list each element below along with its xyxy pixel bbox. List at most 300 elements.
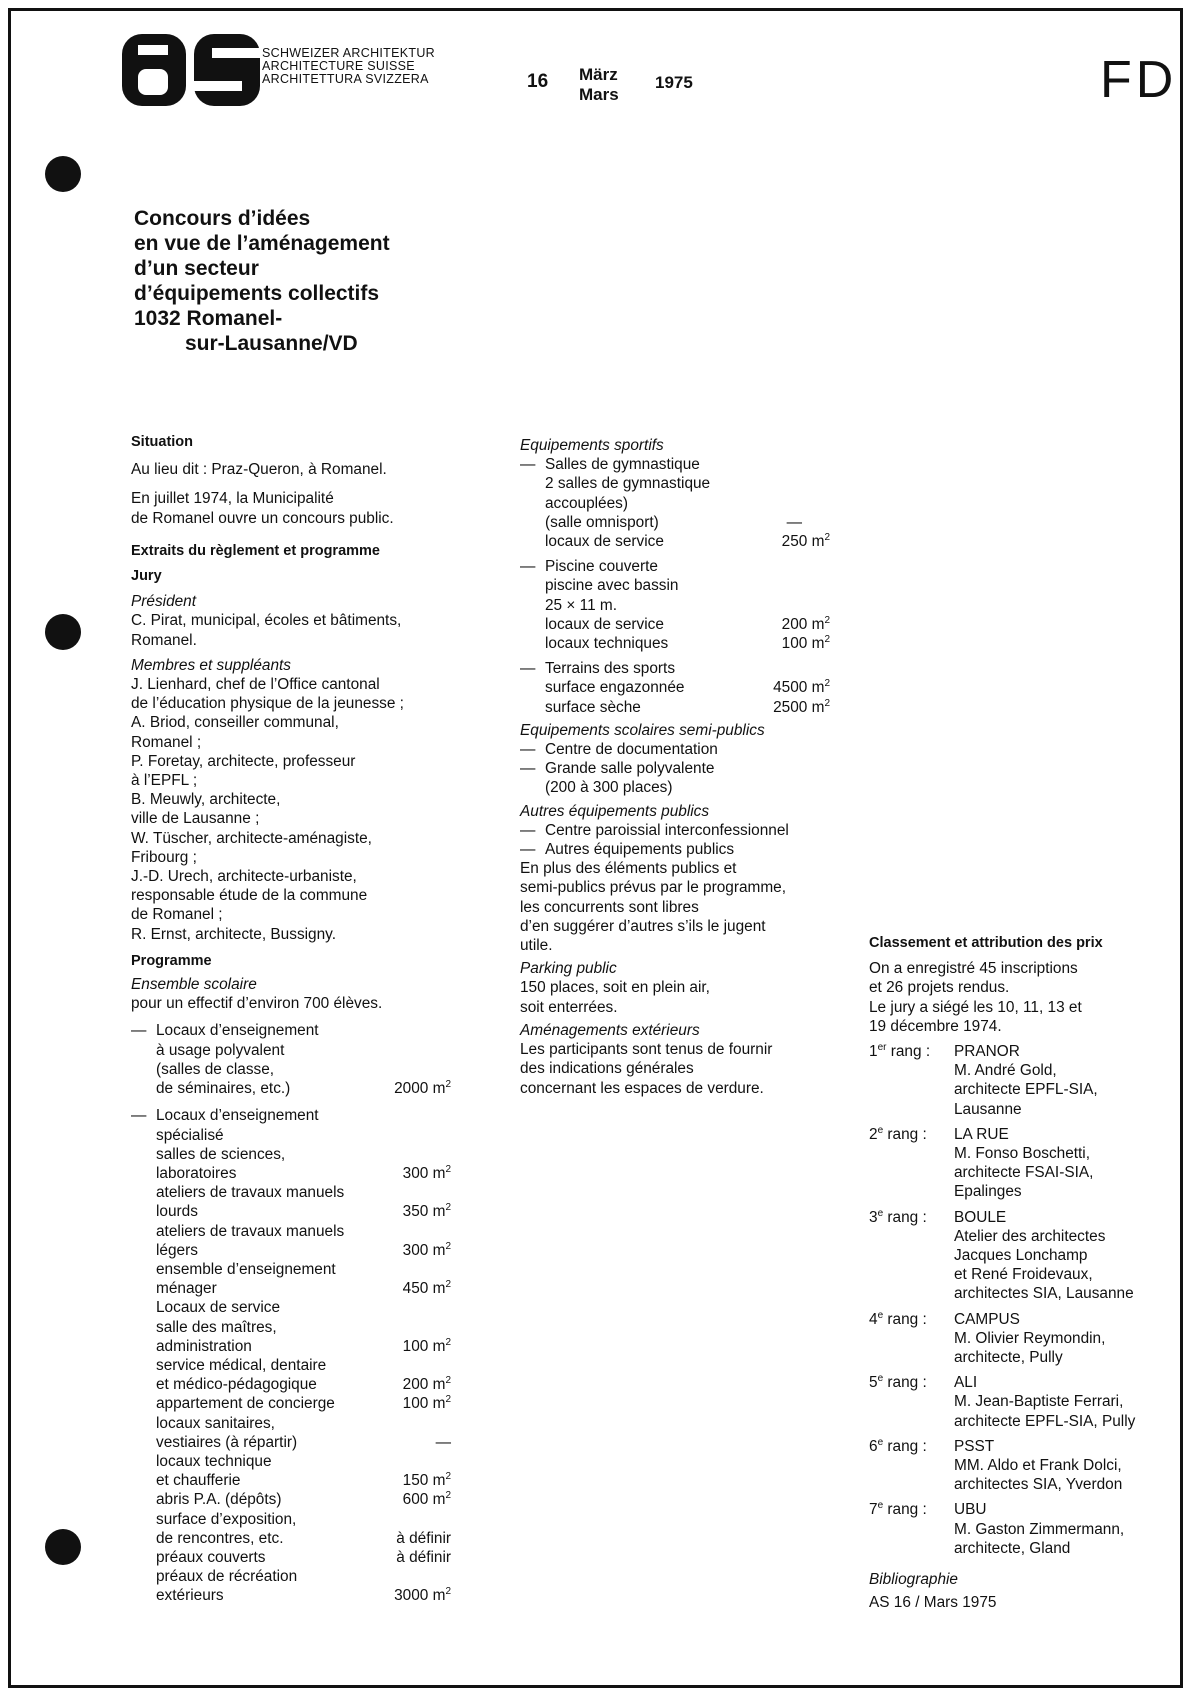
area-number: 150 m bbox=[402, 1472, 446, 1490]
paragraph bbox=[869, 959, 1159, 1036]
member-line: à l’EPFL ; bbox=[131, 772, 198, 790]
item-line: Locaux d’enseignement bbox=[156, 1022, 319, 1040]
area-row bbox=[156, 1241, 451, 1260]
rank-details bbox=[954, 1373, 1135, 1431]
area-row bbox=[156, 1548, 451, 1567]
section-heading: Jury bbox=[131, 568, 162, 585]
rank-line: Lausanne bbox=[954, 1100, 1022, 1118]
rank-line: architecte, Gland bbox=[954, 1539, 1071, 1557]
month-fr: Mars bbox=[579, 85, 619, 104]
area-number: 100 m bbox=[781, 635, 825, 653]
area-row bbox=[156, 1079, 451, 1098]
rank-word: rang : bbox=[883, 1437, 927, 1455]
area-value bbox=[385, 1471, 451, 1490]
rank-suffix: er bbox=[877, 1042, 887, 1054]
area-number: 3000 m bbox=[394, 1587, 446, 1605]
area-number: 350 m bbox=[402, 1203, 446, 1221]
area-row bbox=[156, 1337, 451, 1356]
member-line: de l’éducation physique de la jeunesse ; bbox=[131, 695, 404, 713]
area-label: service médical, dentaire bbox=[156, 1356, 327, 1374]
area-unit-exponent: 2 bbox=[824, 634, 830, 646]
paragraph-line: On a enregistré 45 inscriptions bbox=[869, 960, 1078, 978]
rank-line: M. Olivier Reymondin, bbox=[954, 1329, 1106, 1347]
rank-word: rang : bbox=[883, 1208, 927, 1226]
area-row bbox=[156, 1529, 451, 1548]
rank-label bbox=[869, 1500, 954, 1558]
item-line: (200 à 300 places) bbox=[545, 779, 673, 797]
area-unit-exponent: 2 bbox=[824, 678, 830, 690]
rank-line: CAMPUS bbox=[954, 1310, 1020, 1328]
area-value: — bbox=[786, 513, 802, 531]
rank-line: UBU bbox=[954, 1501, 987, 1519]
area-table bbox=[156, 1164, 451, 1606]
rank-line: Epalinges bbox=[954, 1183, 1022, 1201]
rank-line: BOULE bbox=[954, 1208, 1007, 1226]
member-line: responsable étude de la commune bbox=[131, 887, 368, 905]
rank-entry bbox=[869, 1437, 1159, 1495]
area-number: à définir bbox=[396, 1548, 451, 1566]
area-label: légers bbox=[156, 1241, 198, 1259]
area-label: appartement de concierge bbox=[156, 1395, 335, 1413]
rank-line: architecte, Pully bbox=[954, 1349, 1063, 1367]
area-label: administration bbox=[156, 1337, 252, 1355]
subheading: Autres équipements publics bbox=[520, 802, 710, 820]
item-line: piscine avec bassin bbox=[545, 577, 679, 595]
area-label: ménager bbox=[156, 1280, 217, 1298]
section-heading: Programme bbox=[131, 952, 212, 969]
paragraph-line: des indications générales bbox=[520, 1060, 694, 1078]
issue-year: 1975 bbox=[655, 73, 693, 92]
rank-line: PRANOR bbox=[954, 1043, 1020, 1061]
title-line: d’un secteur bbox=[134, 257, 259, 280]
area-row bbox=[156, 1298, 451, 1317]
item-line: Autres équipements publics bbox=[545, 841, 735, 859]
area-value bbox=[385, 1318, 451, 1337]
area-row bbox=[156, 1375, 451, 1394]
column-left bbox=[131, 433, 451, 1606]
area-label: préaux couverts bbox=[156, 1548, 266, 1566]
section-heading: Classement et attribution des prix bbox=[869, 935, 1103, 951]
paragraph-line: C. Pirat, municipal, écoles et bâtiments, bbox=[131, 612, 402, 630]
dash-bullet: — bbox=[520, 660, 536, 678]
area-row bbox=[156, 1394, 451, 1413]
area-number: — bbox=[435, 1433, 451, 1451]
binder-hole bbox=[45, 614, 81, 650]
area-label: locaux sanitaires, bbox=[156, 1414, 275, 1432]
rank-suffix: e bbox=[877, 1124, 884, 1136]
title-line: Concours d’idées bbox=[134, 207, 311, 230]
rank-details bbox=[954, 1437, 1122, 1495]
area-value bbox=[773, 678, 830, 697]
item-line: Centre paroissial interconfessionnel bbox=[545, 821, 789, 839]
area-unit-exponent: 2 bbox=[824, 697, 830, 709]
area-unit-exponent: 2 bbox=[445, 1202, 451, 1214]
item-line: 25 × 11 m. bbox=[545, 596, 618, 614]
programme-item bbox=[131, 1021, 451, 1098]
area-row bbox=[545, 532, 830, 551]
area-label: extérieurs bbox=[156, 1587, 224, 1605]
area-row bbox=[156, 1222, 451, 1241]
area-label: locaux de service bbox=[545, 615, 664, 633]
rank-line: M. André Gold, bbox=[954, 1062, 1057, 1080]
rank-word: rang : bbox=[886, 1043, 931, 1061]
paragraph-line: En juillet 1974, la Municipalité bbox=[131, 490, 334, 508]
area-label: de séminaires, etc.) bbox=[156, 1080, 291, 1098]
rank-details bbox=[954, 1500, 1124, 1558]
rank-suffix: e bbox=[877, 1436, 884, 1448]
item-line: (salles de classe, bbox=[156, 1060, 275, 1078]
item-line: salles de sciences, bbox=[156, 1145, 286, 1163]
member-line: J.-D. Urech, architecte-urbaniste, bbox=[131, 868, 357, 886]
jury-members-list bbox=[131, 675, 451, 944]
area-unit-exponent: 2 bbox=[445, 1240, 451, 1252]
item-line: 2 salles de gymnastique bbox=[545, 475, 711, 493]
rank-number: 5 bbox=[869, 1374, 878, 1392]
month-de: März bbox=[579, 65, 618, 84]
programme-item bbox=[131, 1106, 451, 1605]
issue-number: 16 bbox=[527, 71, 549, 92]
paragraph-line: et 26 projets rendus. bbox=[869, 979, 1010, 997]
area-number: 2500 m bbox=[773, 698, 825, 716]
paragraph-line: les concurrents sont libres bbox=[520, 898, 699, 916]
rank-number: 3 bbox=[869, 1208, 878, 1226]
area-row bbox=[156, 1433, 451, 1452]
area-label: et médico-pédagogique bbox=[156, 1376, 317, 1394]
paragraph: Au lieu dit : Praz-Queron, à Romanel. bbox=[131, 461, 387, 479]
area-value bbox=[385, 1433, 451, 1452]
area-row bbox=[545, 698, 830, 717]
area-value bbox=[385, 1394, 451, 1413]
subheading: Membres et suppléants bbox=[131, 656, 291, 674]
section-heading: Situation bbox=[131, 434, 194, 450]
area-value: 2000 $m^2$ bbox=[394, 1079, 451, 1098]
area-value bbox=[385, 1490, 451, 1509]
rank-details bbox=[954, 1125, 1093, 1202]
area-label: de rencontres, etc. bbox=[156, 1529, 284, 1547]
area-value bbox=[385, 1202, 451, 1221]
rank-details bbox=[954, 1208, 1134, 1304]
list-item bbox=[520, 840, 830, 859]
rank-line: architectes SIA, Lausanne bbox=[954, 1285, 1134, 1303]
member-line: de Romanel ; bbox=[131, 906, 223, 924]
subheading: Equipements sportifs bbox=[520, 437, 664, 454]
area-row bbox=[156, 1414, 451, 1433]
dash-bullet: — bbox=[131, 1022, 147, 1040]
area-label: laboratoires bbox=[156, 1164, 237, 1182]
binder-hole bbox=[45, 156, 81, 192]
rank-number: 7 bbox=[869, 1501, 878, 1519]
rank-number: 6 bbox=[869, 1437, 878, 1455]
member-line: A. Briod, conseiller communal, bbox=[131, 714, 339, 732]
area-value bbox=[385, 1567, 451, 1586]
dash-bullet: — bbox=[520, 821, 536, 839]
item-line: accouplées) bbox=[545, 494, 628, 512]
rank-entry bbox=[869, 1373, 1159, 1431]
subheading: Bibliographie bbox=[869, 1571, 958, 1589]
area-label: locaux techniques bbox=[545, 635, 669, 653]
area-unit-exponent: 2 bbox=[445, 1336, 451, 1348]
paragraph-line: Les participants sont tenus de fournir bbox=[520, 1041, 773, 1059]
title-line: en vue de l’aménagement bbox=[134, 232, 390, 255]
item-line: Locaux d’enseignement bbox=[156, 1107, 319, 1125]
rank-label bbox=[869, 1042, 954, 1119]
area-number: 600 m bbox=[402, 1491, 446, 1509]
list-item bbox=[520, 821, 830, 840]
paragraph-line: soit enterrées. bbox=[520, 998, 618, 1016]
paragraph-line: Romanel. bbox=[131, 631, 197, 649]
dash-bullet: — bbox=[520, 456, 536, 474]
paragraph-line: utile. bbox=[520, 937, 553, 955]
rank-entry bbox=[869, 1208, 1159, 1304]
area-row bbox=[156, 1510, 451, 1529]
publication-name-line: SCHWEIZER ARCHITEKTUR bbox=[262, 46, 435, 60]
area-label: surface engazonnée bbox=[545, 679, 685, 697]
rank-label bbox=[869, 1208, 954, 1304]
rank-line: Jacques Lonchamp bbox=[954, 1247, 1088, 1265]
rank-entry bbox=[869, 1310, 1159, 1368]
paragraph-line: Le jury a siégé les 10, 11, 13 et bbox=[869, 998, 1082, 1016]
rank-line: LA RUE bbox=[954, 1125, 1009, 1143]
rank-suffix: e bbox=[877, 1500, 884, 1512]
area-label: salle des maîtres, bbox=[156, 1318, 277, 1336]
rank-line: PSST bbox=[954, 1437, 995, 1455]
area-value bbox=[385, 1241, 451, 1260]
rank-entry bbox=[869, 1125, 1159, 1202]
area-number: 200 m bbox=[781, 615, 825, 633]
area-value bbox=[385, 1375, 451, 1394]
area-value bbox=[385, 1529, 451, 1548]
area-number: 300 m bbox=[402, 1241, 446, 1259]
member-line: B. Meuwly, architecte, bbox=[131, 791, 281, 809]
area-value bbox=[385, 1452, 451, 1471]
area-label: Locaux de service bbox=[156, 1299, 281, 1317]
as-logo-icon bbox=[122, 34, 260, 106]
area-row bbox=[545, 678, 830, 697]
area-value bbox=[385, 1298, 451, 1317]
member-line: J. Lienhard, chef de l’Office cantonal bbox=[131, 676, 380, 694]
rank-number: 4 bbox=[869, 1310, 878, 1328]
publication-name-line: ARCHITETTURA SVIZZERA bbox=[262, 72, 429, 86]
programme-item bbox=[520, 455, 830, 551]
area-label: abris P.A. (dépôts) bbox=[156, 1491, 282, 1509]
area-value bbox=[385, 1183, 451, 1202]
paragraph-line: de Romanel ouvre un concours public. bbox=[131, 509, 394, 527]
programme-item bbox=[520, 557, 830, 653]
issue-month bbox=[579, 65, 619, 105]
rank-line: M. Jean-Baptiste Ferrari, bbox=[954, 1393, 1124, 1411]
member-line: R. Ernst, architecte, Bussigny. bbox=[131, 925, 336, 943]
item-line: Piscine couverte bbox=[545, 558, 658, 576]
paragraph-line: concernant les espaces de verdure. bbox=[520, 1079, 764, 1097]
bibliography-ref: AS 16 / Mars 1975 bbox=[869, 1594, 997, 1612]
area-unit-exponent: 2 bbox=[824, 614, 830, 626]
binder-hole bbox=[45, 1529, 81, 1565]
area-number: 100 m bbox=[402, 1395, 446, 1413]
area-label: locaux technique bbox=[156, 1452, 272, 1470]
rank-line: M. Fonso Boschetti, bbox=[954, 1145, 1091, 1163]
section-code: FD bbox=[1100, 51, 1178, 109]
area-value bbox=[782, 634, 830, 653]
publication-name-line: ARCHITECTURE SUISSE bbox=[262, 59, 415, 73]
dash-bullet: — bbox=[131, 1107, 147, 1125]
area-row bbox=[156, 1279, 451, 1298]
area-number: à définir bbox=[396, 1529, 451, 1547]
paragraph: pour un effectif d’environ 700 élèves. bbox=[131, 995, 383, 1013]
area-unit-exponent: 2 bbox=[445, 1279, 451, 1291]
list-item bbox=[520, 759, 830, 797]
rank-word: rang : bbox=[883, 1310, 927, 1328]
article-title bbox=[134, 206, 390, 356]
column-middle bbox=[520, 436, 830, 1098]
title-line: sur-Lausanne/VD bbox=[185, 332, 358, 355]
rank-line: Atelier des architectes bbox=[954, 1227, 1106, 1245]
item-line: spécialisé bbox=[156, 1126, 224, 1144]
area-value bbox=[782, 615, 830, 634]
area-label: locaux de service bbox=[545, 533, 664, 551]
item-line: Grande salle polyvalente bbox=[545, 760, 715, 778]
ranking-list bbox=[869, 1042, 1159, 1558]
paragraph-line: En plus des éléments publics et bbox=[520, 860, 737, 878]
rank-suffix: e bbox=[877, 1309, 884, 1321]
area-number: 100 m bbox=[402, 1337, 446, 1355]
subheading: Ensemble scolaire bbox=[131, 976, 257, 994]
list-item bbox=[520, 740, 830, 759]
rank-label bbox=[869, 1310, 954, 1368]
paragraph-line: 19 décembre 1974. bbox=[869, 1017, 1002, 1035]
area-label: ateliers de travaux manuels bbox=[156, 1222, 345, 1240]
rank-label bbox=[869, 1437, 954, 1495]
dash-bullet: — bbox=[520, 841, 536, 859]
area-value: 250 $m^2$ bbox=[781, 532, 830, 551]
area-row bbox=[545, 615, 830, 634]
rank-number: 2 bbox=[869, 1125, 878, 1143]
rank-line: MM. Aldo et Frank Dolci, bbox=[954, 1457, 1122, 1475]
area-unit-exponent: 2 bbox=[445, 1490, 451, 1502]
item-line: Salles de gymnastique bbox=[545, 456, 700, 474]
area-unit-exponent: 2 bbox=[445, 1394, 451, 1406]
dash-bullet: — bbox=[520, 760, 536, 778]
subheading: Président bbox=[131, 593, 197, 611]
rank-line: architecte FSAI-SIA, bbox=[954, 1164, 1094, 1182]
area-row bbox=[156, 1202, 451, 1221]
publication-name bbox=[262, 47, 435, 86]
area-label: surface d’exposition, bbox=[156, 1510, 297, 1528]
area-label: et chaufferie bbox=[156, 1472, 241, 1490]
title-line: d’équipements collectifs bbox=[134, 282, 380, 305]
rank-line: architecte EPFL-SIA, bbox=[954, 1081, 1098, 1099]
area-label: ateliers de travaux manuels bbox=[156, 1184, 345, 1202]
paragraph-line: semi-publics prévus par le programme, bbox=[520, 879, 787, 897]
area-value bbox=[385, 1356, 451, 1375]
area-table bbox=[545, 615, 830, 653]
member-line: ville de Lausanne ; bbox=[131, 810, 260, 828]
rank-line: ALI bbox=[954, 1374, 978, 1392]
area-value bbox=[385, 1164, 451, 1183]
rank-number: 1 bbox=[869, 1043, 878, 1061]
item-line: Terrains des sports bbox=[545, 660, 676, 678]
member-line: P. Foretay, architecte, professeur bbox=[131, 752, 356, 770]
item-line: à usage polyvalent bbox=[156, 1041, 285, 1059]
subheading: Equipements scolaires semi-publics bbox=[520, 721, 765, 739]
area-number: 4500 m bbox=[773, 679, 825, 697]
area-row bbox=[156, 1490, 451, 1509]
area-value bbox=[385, 1222, 451, 1241]
area-value bbox=[385, 1260, 451, 1279]
subheading: Aménagements extérieurs bbox=[520, 1021, 700, 1039]
area-row bbox=[156, 1183, 451, 1202]
area-row bbox=[156, 1471, 451, 1490]
paragraph-line: d’en suggérer d’autres s’ils le jugent bbox=[520, 917, 766, 935]
rank-entry bbox=[869, 1500, 1159, 1558]
rank-word: rang : bbox=[883, 1374, 927, 1392]
rank-word: rang : bbox=[883, 1501, 927, 1519]
dash-bullet: — bbox=[520, 558, 536, 576]
area-unit-exponent: 2 bbox=[445, 1586, 451, 1598]
area-unit-exponent: 2 bbox=[445, 1375, 451, 1387]
area-label: ensemble d’enseignement bbox=[156, 1260, 336, 1278]
rank-word: rang : bbox=[883, 1125, 927, 1143]
area-value bbox=[385, 1279, 451, 1298]
area-label: préaux de récréation bbox=[156, 1568, 298, 1586]
rank-label bbox=[869, 1125, 954, 1202]
subheading: Parking public bbox=[520, 960, 617, 978]
area-number: 200 m bbox=[402, 1376, 446, 1394]
dash-bullet: — bbox=[520, 741, 536, 759]
rank-label bbox=[869, 1373, 954, 1431]
area-unit-exponent: 2 bbox=[445, 1471, 451, 1483]
member-line: Romanel ; bbox=[131, 733, 202, 751]
rank-details bbox=[954, 1042, 1098, 1119]
area-label: lourds bbox=[156, 1203, 198, 1221]
area-row bbox=[156, 1586, 451, 1605]
area-label: vestiaires (à répartir) bbox=[156, 1433, 298, 1451]
rank-suffix: e bbox=[877, 1207, 884, 1219]
area-table bbox=[545, 678, 830, 716]
area-unit-exponent: 2 bbox=[445, 1163, 451, 1175]
paragraph bbox=[520, 859, 830, 955]
paragraph-line: 150 places, soit en plein air, bbox=[520, 979, 710, 997]
rank-line: architectes SIA, Yverdon bbox=[954, 1476, 1123, 1494]
area-row bbox=[156, 1452, 451, 1471]
rank-line: et René Froidevaux, bbox=[954, 1266, 1093, 1284]
rank-details bbox=[954, 1310, 1105, 1368]
area-number: 450 m bbox=[402, 1280, 446, 1298]
rank-entry bbox=[869, 1042, 1159, 1119]
area-value bbox=[385, 1586, 451, 1605]
area-value bbox=[385, 1414, 451, 1433]
area-label: (salle omnisport) bbox=[545, 513, 659, 531]
section-heading: Extraits du règlement et programme bbox=[131, 542, 380, 559]
member-line: Fribourg ; bbox=[131, 848, 197, 866]
item-line: Centre de documentation bbox=[545, 741, 718, 759]
column-right bbox=[869, 934, 1159, 1613]
rank-suffix: e bbox=[877, 1373, 884, 1385]
programme-item bbox=[520, 659, 830, 717]
rank-line: M. Gaston Zimmermann, bbox=[954, 1520, 1125, 1538]
rank-line: architecte EPFL-SIA, Pully bbox=[954, 1412, 1136, 1430]
area-row bbox=[156, 1567, 451, 1586]
area-value bbox=[773, 698, 830, 717]
area-row bbox=[156, 1260, 451, 1279]
area-row bbox=[545, 513, 830, 532]
area-value bbox=[385, 1510, 451, 1529]
area-row bbox=[156, 1356, 451, 1375]
area-row bbox=[156, 1318, 451, 1337]
area-row bbox=[545, 634, 830, 653]
area-label: surface sèche bbox=[545, 698, 641, 716]
member-line: W. Tüscher, architecte-aménagiste, bbox=[131, 829, 372, 847]
area-number: 300 m bbox=[402, 1164, 446, 1182]
